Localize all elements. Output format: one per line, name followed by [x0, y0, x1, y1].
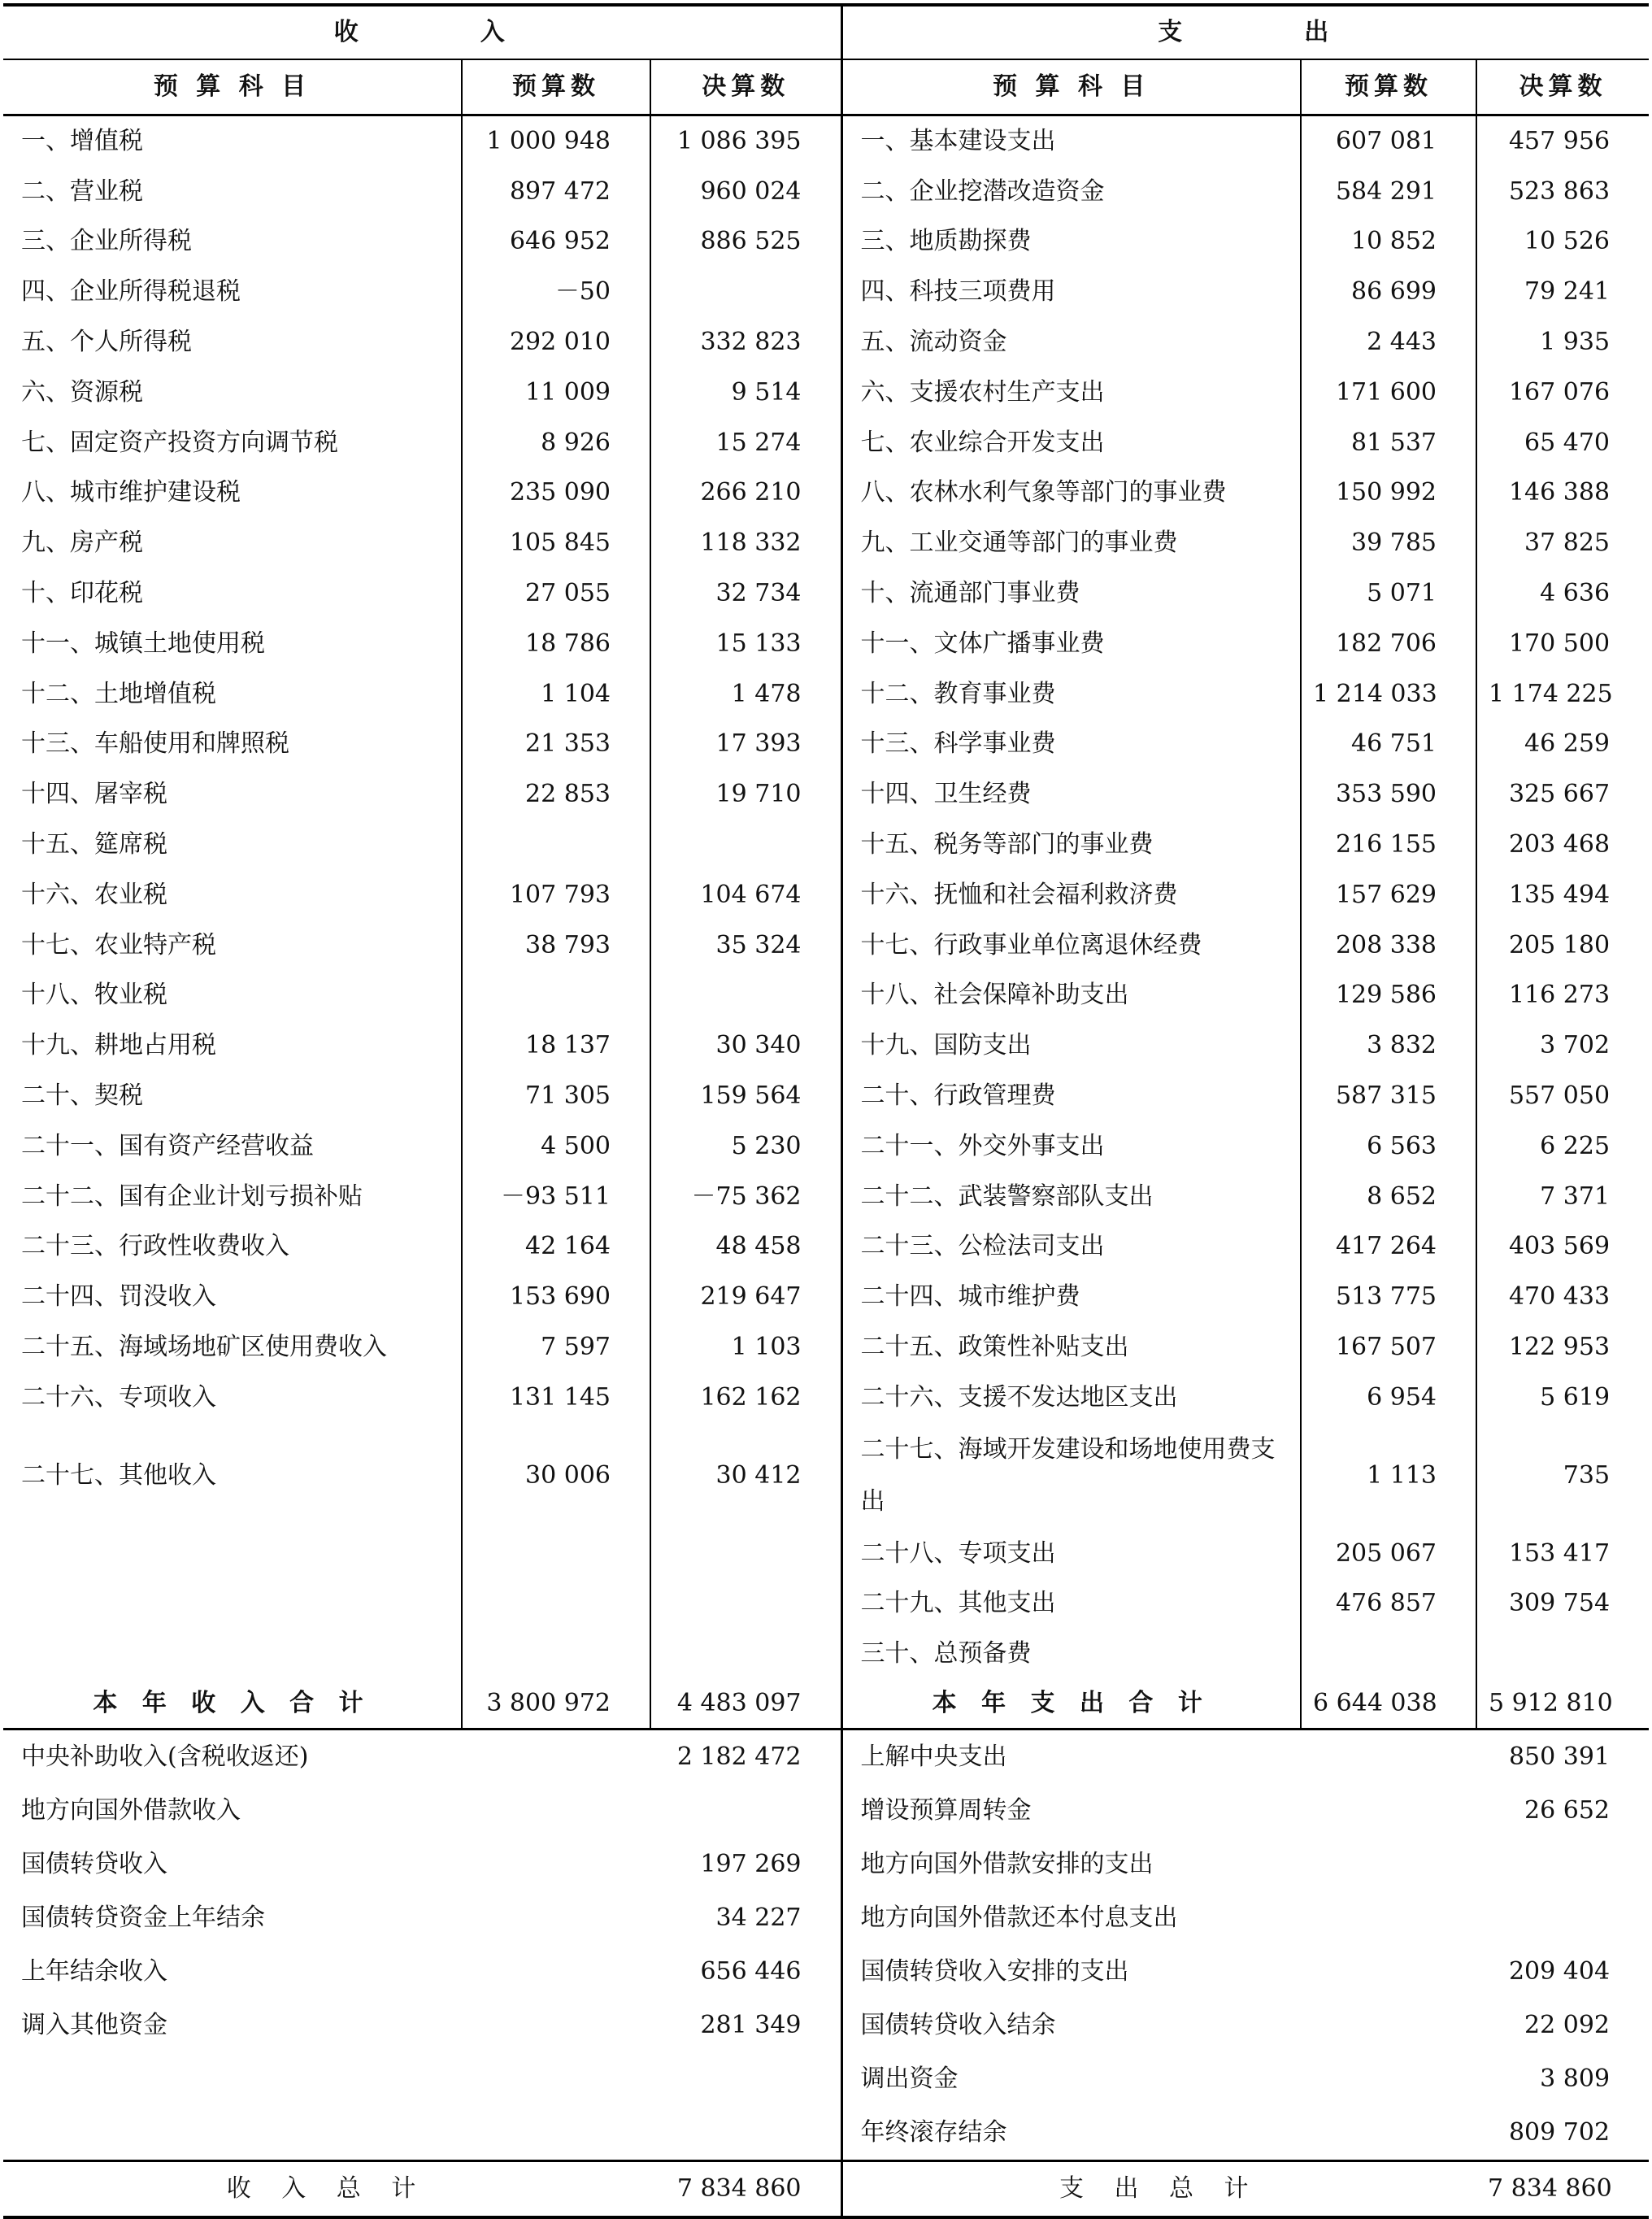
income-item-budget — [462, 971, 650, 1021]
income-transfer-label: 中央补助收入(含税收返还) — [21, 1743, 309, 1772]
income-item-budget-empty — [462, 1579, 650, 1629]
expense-item-label: 七、农业综合开发支出 — [841, 418, 1301, 468]
expense-item-label: 十八、社会保障补助支出 — [841, 971, 1301, 1021]
expense-header: 支 出 — [841, 5, 1649, 59]
expense-item-final: 203 468 — [1476, 820, 1649, 870]
income-item-final: 5 230 — [650, 1121, 841, 1172]
table-row — [3, 1272, 1649, 1322]
income-grand-total-value: 7 834 860 — [650, 2161, 841, 2218]
income-item-label: 一、增值税 — [21, 126, 143, 155]
income-item-label: 二十三、行政性收费收入 — [21, 1232, 289, 1261]
income-item-final-empty — [650, 1579, 841, 1629]
table-row — [3, 217, 1649, 268]
income-item-label: 七、固定资产投资方向调节税 — [21, 428, 338, 457]
income-item-label: 十三、车船使用和牌照税 — [21, 729, 289, 759]
expense-item-final: 122 953 — [1476, 1322, 1649, 1373]
expense-item-label: 三、地质勘探费 — [841, 217, 1301, 268]
expense-item-budget: 1 113 — [1301, 1423, 1476, 1529]
income-item-final: 9 514 — [650, 368, 841, 418]
income-item-label: 十五、筵席税 — [21, 830, 167, 859]
expense-item-budget: 171 600 — [1301, 368, 1476, 418]
income-item-budget: 11 009 — [462, 368, 650, 418]
income-item-final — [650, 820, 841, 870]
income-item-label: 十七、农业特产税 — [21, 930, 216, 959]
income-item-final: 32 734 — [650, 568, 841, 619]
income-transfer-label: 国债转贷资金上年结余 — [21, 1904, 265, 1933]
budget-table — [3, 3, 1649, 2219]
expense-item-final: 65 470 — [1476, 418, 1649, 468]
expense-item-final: 523 863 — [1476, 167, 1649, 217]
expense-final-header: 决算数 — [1476, 59, 1649, 115]
expense-item-budget: 1 214 033 — [1301, 669, 1476, 720]
expense-item-budget: 8 652 — [1301, 1172, 1476, 1222]
income-item-final: 886 525 — [650, 217, 841, 268]
income-transfer-label — [3, 2106, 650, 2161]
income-item-budget: 22 853 — [462, 769, 650, 820]
expense-item-budget: 157 629 — [1301, 870, 1476, 920]
income-transfer-value — [650, 2052, 841, 2106]
income-item-budget: 131 145 — [462, 1373, 650, 1423]
income-item-final: 1 103 — [650, 1322, 841, 1373]
income-item-final: 266 210 — [650, 468, 841, 519]
expense-item-label: 十四、卫生经费 — [841, 769, 1301, 820]
expense-transfer-label: 年终滚存结余 — [841, 2106, 1476, 2161]
table-row — [3, 368, 1649, 418]
income-item-label: 二十六、专项收入 — [21, 1382, 216, 1412]
income-item-budget: 646 952 — [462, 217, 650, 268]
income-item-final: 19 710 — [650, 769, 841, 820]
expense-item-label: 二、企业挖潜改造资金 — [841, 167, 1301, 217]
expense-item-budget: 6 954 — [1301, 1373, 1476, 1423]
income-item-budget: 30 006 — [462, 1423, 650, 1529]
income-item-label: 五、个人所得税 — [21, 328, 192, 357]
income-item-budget-empty — [462, 1629, 650, 1679]
income-annual-total-budget: 3 800 972 — [462, 1679, 650, 1730]
table-row — [3, 720, 1649, 770]
table-row — [3, 1121, 1649, 1172]
income-transfer-value — [650, 1784, 841, 1838]
expense-item-label: 十七、行政事业单位离退休经费 — [841, 920, 1301, 971]
expense-transfer-value: 3 809 — [1540, 2065, 1611, 2094]
expense-item-budget: 129 586 — [1301, 971, 1476, 1021]
expense-item-label: 三十、总预备费 — [841, 1629, 1301, 1679]
income-item-budget: 153 690 — [462, 1272, 650, 1322]
table-row — [3, 518, 1649, 568]
income-item-budget-empty — [462, 1529, 650, 1579]
expense-item-budget: 2 443 — [1301, 317, 1476, 368]
income-annual-total-label: 本 年 收 入 合 计 — [3, 1679, 462, 1730]
income-item-budget: 4 500 — [462, 1121, 650, 1172]
income-item-label: 二、营业税 — [21, 176, 143, 206]
income-item-label: 二十、契税 — [21, 1081, 143, 1111]
expense-item-label: 二十六、支援不发达地区支出 — [841, 1373, 1301, 1423]
income-item-final: 1 086 395 — [650, 115, 841, 167]
income-item-budget: 105 845 — [462, 518, 650, 568]
expense-item-final: 6 225 — [1476, 1121, 1649, 1172]
income-item-budget: 1 000 948 — [462, 115, 650, 167]
table-row — [3, 619, 1649, 669]
expense-transfer-label: 地方向国外借款还本付息支出 — [841, 1891, 1476, 1945]
expense-item-budget: 39 785 — [1301, 518, 1476, 568]
expense-item-label: 六、支援农村生产支出 — [841, 368, 1301, 418]
income-item-budget: 21 353 — [462, 720, 650, 770]
expense-grand-total-value: 7 834 860 — [1476, 2161, 1649, 2218]
income-transfer-label: 国债转贷收入 — [21, 1850, 167, 1879]
income-transfer-label — [3, 2052, 650, 2106]
income-transfer-label: 地方向国外借款收入 — [21, 1796, 241, 1825]
expense-item-budget: 3 832 — [1301, 1020, 1476, 1071]
expense-item-final: 309 754 — [1476, 1579, 1649, 1629]
expense-transfer-value: 809 702 — [1508, 2118, 1611, 2147]
income-item-final: 104 674 — [650, 870, 841, 920]
income-item-budget: 7 597 — [462, 1322, 650, 1373]
income-item-final-empty — [650, 1629, 841, 1679]
income-item-label: 十四、屠宰税 — [21, 780, 167, 809]
expense-item-budget: 81 537 — [1301, 418, 1476, 468]
income-item-budget — [462, 820, 650, 870]
income-item-label-empty — [3, 1579, 462, 1629]
expense-item-final: 1 174 225 — [1476, 669, 1649, 720]
table-row — [3, 1172, 1649, 1222]
income-item-label: 八、城市维护建设税 — [21, 478, 241, 507]
income-item-label: 二十七、其他收入 — [21, 1460, 216, 1490]
income-item-label: 十九、耕地占用税 — [21, 1031, 216, 1060]
expense-item-label: 八、农林水利气象等部门的事业费 — [841, 468, 1301, 519]
expense-item-budget: 353 590 — [1301, 769, 1476, 820]
expense-annual-total-final: 5 912 810 — [1476, 1679, 1649, 1730]
table-row — [3, 1373, 1649, 1423]
expense-item-label: 一、基本建设支出 — [841, 115, 1301, 167]
expense-item-label: 十九、国防支出 — [841, 1020, 1301, 1071]
expense-transfer-value — [1476, 1838, 1649, 1891]
expense-item-final: 170 500 — [1476, 619, 1649, 669]
income-item-final: 332 823 — [650, 317, 841, 368]
table-row — [3, 568, 1649, 619]
expense-item-budget: 5 071 — [1301, 568, 1476, 619]
table-row — [3, 167, 1649, 217]
income-transfer-value: 656 446 — [700, 1957, 802, 1986]
income-item-label: 二十五、海域场地矿区使用费收入 — [21, 1333, 387, 1362]
transfer-row — [3, 1730, 1649, 1785]
table-row — [3, 870, 1649, 920]
expense-item-label: 十五、税务等部门的事业费 — [841, 820, 1301, 870]
income-item-label: 十一、城镇土地使用税 — [21, 629, 265, 658]
expense-item-label: 十一、文体广播事业费 — [841, 619, 1301, 669]
table-row — [3, 418, 1649, 468]
expense-item-final: 37 825 — [1476, 518, 1649, 568]
income-subject-header: 预 算 科 目 — [3, 59, 462, 115]
transfer-row — [3, 1945, 1649, 1999]
table-row — [3, 1529, 1649, 1579]
transfer-row — [3, 1999, 1649, 2052]
table-row — [3, 1322, 1649, 1373]
table-row — [3, 115, 1649, 167]
table-row — [3, 1020, 1649, 1071]
expense-transfer-value: 850 391 — [1508, 1743, 1611, 1772]
expense-transfer-label: 调出资金 — [841, 2052, 1476, 2106]
income-item-budget: －50 — [462, 267, 650, 317]
income-item-final: 162 162 — [650, 1373, 841, 1423]
budget-table-page — [3, 3, 1649, 2210]
table-row — [3, 669, 1649, 720]
expense-item-budget: 150 992 — [1301, 468, 1476, 519]
expense-item-final: 135 494 — [1476, 870, 1649, 920]
expense-item-budget: 208 338 — [1301, 920, 1476, 971]
expense-item-label: 十二、教育事业费 — [841, 669, 1301, 720]
income-item-final: 17 393 — [650, 720, 841, 770]
expense-item-final: 7 371 — [1476, 1172, 1649, 1222]
expense-item-budget: 607 081 — [1301, 115, 1476, 167]
income-item-label: 十二、土地增值税 — [21, 679, 216, 708]
expense-item-final: 79 241 — [1476, 267, 1649, 317]
expense-item-label: 二十八、专项支出 — [841, 1529, 1301, 1579]
expense-item-label: 五、流动资金 — [841, 317, 1301, 368]
expense-item-final: 146 388 — [1476, 468, 1649, 519]
transfer-row — [3, 1891, 1649, 1945]
expense-item-budget: 10 852 — [1301, 217, 1476, 268]
income-item-final: 1 478 — [650, 669, 841, 720]
expense-subject-header: 预 算 科 目 — [841, 59, 1301, 115]
expense-transfer-value: 209 404 — [1508, 1957, 1611, 1986]
income-item-label: 九、房产税 — [21, 529, 143, 558]
income-item-budget: 71 305 — [462, 1071, 650, 1121]
expense-transfer-label: 地方向国外借款安排的支出 — [841, 1838, 1476, 1891]
expense-item-final: 3 702 — [1476, 1020, 1649, 1071]
expense-transfer-label: 增设预算周转金 — [841, 1784, 1476, 1838]
expense-item-budget: 584 291 — [1301, 167, 1476, 217]
table-row — [3, 769, 1649, 820]
expense-transfer-label: 国债转贷收入安排的支出 — [841, 1945, 1476, 1999]
income-item-final: 159 564 — [650, 1071, 841, 1121]
expense-item-final: 735 — [1476, 1423, 1649, 1529]
expense-annual-total-budget: 6 644 038 — [1301, 1679, 1476, 1730]
income-item-final: 15 133 — [650, 619, 841, 669]
annual-total-row — [3, 1679, 1649, 1730]
income-transfer-value — [650, 2106, 841, 2161]
expense-item-label: 十三、科学事业费 — [841, 720, 1301, 770]
income-item-final — [650, 971, 841, 1021]
income-item-final: 118 332 — [650, 518, 841, 568]
expense-item-final: 10 526 — [1476, 217, 1649, 268]
income-item-final: －75 362 — [650, 1172, 841, 1222]
income-item-label: 二十二、国有企业计划亏损补贴 — [21, 1181, 363, 1211]
income-item-final: 35 324 — [650, 920, 841, 971]
income-item-budget: 18 786 — [462, 619, 650, 669]
income-transfer-value: 2 182 472 — [676, 1743, 802, 1772]
expense-item-final: 470 433 — [1476, 1272, 1649, 1322]
table-row — [3, 820, 1649, 870]
column-header-row — [3, 59, 1649, 115]
expense-item-final: 325 667 — [1476, 769, 1649, 820]
expense-item-final: 167 076 — [1476, 368, 1649, 418]
income-item-label: 四、企业所得税退税 — [21, 277, 241, 307]
expense-budget-header: 预算数 — [1301, 59, 1476, 115]
income-annual-total-final: 4 483 097 — [650, 1679, 841, 1730]
expense-item-budget: 513 775 — [1301, 1272, 1476, 1322]
income-item-budget: 897 472 — [462, 167, 650, 217]
expense-item-budget: 182 706 — [1301, 619, 1476, 669]
expense-item-label: 二十七、海域开发建设和场地使用费支出 — [841, 1423, 1301, 1529]
expense-item-budget: 587 315 — [1301, 1071, 1476, 1121]
expense-item-budget: 205 067 — [1301, 1529, 1476, 1579]
transfer-row — [3, 2106, 1649, 2161]
expense-item-label: 十、流通部门事业费 — [841, 568, 1301, 619]
expense-item-label: 二十二、武装警察部队支出 — [841, 1172, 1301, 1222]
income-item-label: 二十一、国有资产经营收益 — [21, 1131, 314, 1160]
income-item-label: 十八、牧业税 — [21, 981, 167, 1010]
income-item-label: 十、印花税 — [21, 579, 143, 608]
income-item-budget: 107 793 — [462, 870, 650, 920]
transfer-row — [3, 1784, 1649, 1838]
grand-total-row — [3, 2161, 1649, 2218]
table-row — [3, 1579, 1649, 1629]
expense-item-label: 二十一、外交外事支出 — [841, 1121, 1301, 1172]
expense-item-budget: 216 155 — [1301, 820, 1476, 870]
income-item-budget: 27 055 — [462, 568, 650, 619]
income-item-final-empty — [650, 1529, 841, 1579]
table-row — [3, 971, 1649, 1021]
expense-item-budget: 476 857 — [1301, 1579, 1476, 1629]
income-item-label: 二十四、罚没收入 — [21, 1282, 216, 1312]
expense-item-budget: 46 751 — [1301, 720, 1476, 770]
expense-item-label: 二十九、其他支出 — [841, 1579, 1301, 1629]
income-item-final: 48 458 — [650, 1222, 841, 1273]
income-item-budget: 292 010 — [462, 317, 650, 368]
expense-item-final: 116 273 — [1476, 971, 1649, 1021]
income-item-final: 15 274 — [650, 418, 841, 468]
income-item-budget: 1 104 — [462, 669, 650, 720]
income-item-final: 30 340 — [650, 1020, 841, 1071]
income-budget-header: 预算数 — [462, 59, 650, 115]
table-row — [3, 468, 1649, 519]
income-item-final — [650, 267, 841, 317]
income-item-budget: 8 926 — [462, 418, 650, 468]
income-transfer-value: 197 269 — [700, 1850, 802, 1879]
expense-item-final: 457 956 — [1476, 115, 1649, 167]
expense-item-final: 403 569 — [1476, 1222, 1649, 1273]
income-item-budget: 18 137 — [462, 1020, 650, 1071]
expense-item-budget — [1301, 1629, 1476, 1679]
income-transfer-value: 34 227 — [715, 1904, 802, 1933]
income-transfer-label: 调入其他资金 — [21, 2011, 167, 2040]
table-row — [3, 317, 1649, 368]
transfer-row — [3, 2052, 1649, 2106]
income-transfer-value: 281 349 — [700, 2011, 802, 2040]
expense-item-final: 153 417 — [1476, 1529, 1649, 1579]
income-item-label-empty — [3, 1629, 462, 1679]
expense-grand-total-label: 支 出 总 计 — [841, 2161, 1476, 2218]
section-header-row — [3, 5, 1649, 59]
expense-transfer-label: 国债转贷收入结余 — [841, 1999, 1476, 2052]
income-item-final: 960 024 — [650, 167, 841, 217]
expense-transfer-value — [1476, 1891, 1649, 1945]
income-item-budget: 42 164 — [462, 1222, 650, 1273]
income-grand-total-label: 收 入 总 计 — [3, 2161, 650, 2218]
expense-item-final: 5 619 — [1476, 1373, 1649, 1423]
expense-item-final: 4 636 — [1476, 568, 1649, 619]
table-row — [3, 267, 1649, 317]
income-item-final: 219 647 — [650, 1272, 841, 1322]
income-item-label: 六、资源税 — [21, 377, 143, 407]
expense-item-label: 四、科技三项费用 — [841, 267, 1301, 317]
expense-item-budget: 6 563 — [1301, 1121, 1476, 1172]
expense-transfer-label: 上解中央支出 — [841, 1730, 1476, 1785]
expense-item-label: 十六、抚恤和社会福利救济费 — [841, 870, 1301, 920]
table-row — [3, 1423, 1649, 1529]
expense-item-final: 46 259 — [1476, 720, 1649, 770]
expense-item-budget: 86 699 — [1301, 267, 1476, 317]
expense-item-final: 1 935 — [1476, 317, 1649, 368]
income-final-header: 决算数 — [650, 59, 841, 115]
expense-item-label: 九、工业交通等部门的事业费 — [841, 518, 1301, 568]
expense-item-final — [1476, 1629, 1649, 1679]
expense-item-label: 二十五、政策性补贴支出 — [841, 1322, 1301, 1373]
table-row — [3, 920, 1649, 971]
table-row — [3, 1222, 1649, 1273]
expense-transfer-value: 22 092 — [1524, 2011, 1611, 2040]
expense-item-label: 二十、行政管理费 — [841, 1071, 1301, 1121]
expense-transfer-value: 26 652 — [1524, 1796, 1611, 1825]
expense-item-final: 557 050 — [1476, 1071, 1649, 1121]
income-item-budget: －93 511 — [462, 1172, 650, 1222]
transfer-row — [3, 1838, 1649, 1891]
income-item-final: 30 412 — [650, 1423, 841, 1529]
income-item-label: 十六、农业税 — [21, 880, 167, 909]
income-item-label: 三、企业所得税 — [21, 227, 192, 256]
income-item-budget: 38 793 — [462, 920, 650, 971]
income-header: 收 入 — [3, 5, 841, 59]
income-item-budget: 235 090 — [462, 468, 650, 519]
expense-item-label: 二十三、公检法司支出 — [841, 1222, 1301, 1273]
expense-item-budget: 417 264 — [1301, 1222, 1476, 1273]
table-row — [3, 1071, 1649, 1121]
table-row — [3, 1629, 1649, 1679]
expense-item-label: 二十四、城市维护费 — [841, 1272, 1301, 1322]
expense-item-budget: 167 507 — [1301, 1322, 1476, 1373]
income-item-label-empty — [3, 1529, 462, 1579]
income-transfer-label: 上年结余收入 — [21, 1957, 167, 1986]
expense-annual-total-label: 本 年 支 出 合 计 — [841, 1679, 1301, 1730]
expense-item-final: 205 180 — [1476, 920, 1649, 971]
